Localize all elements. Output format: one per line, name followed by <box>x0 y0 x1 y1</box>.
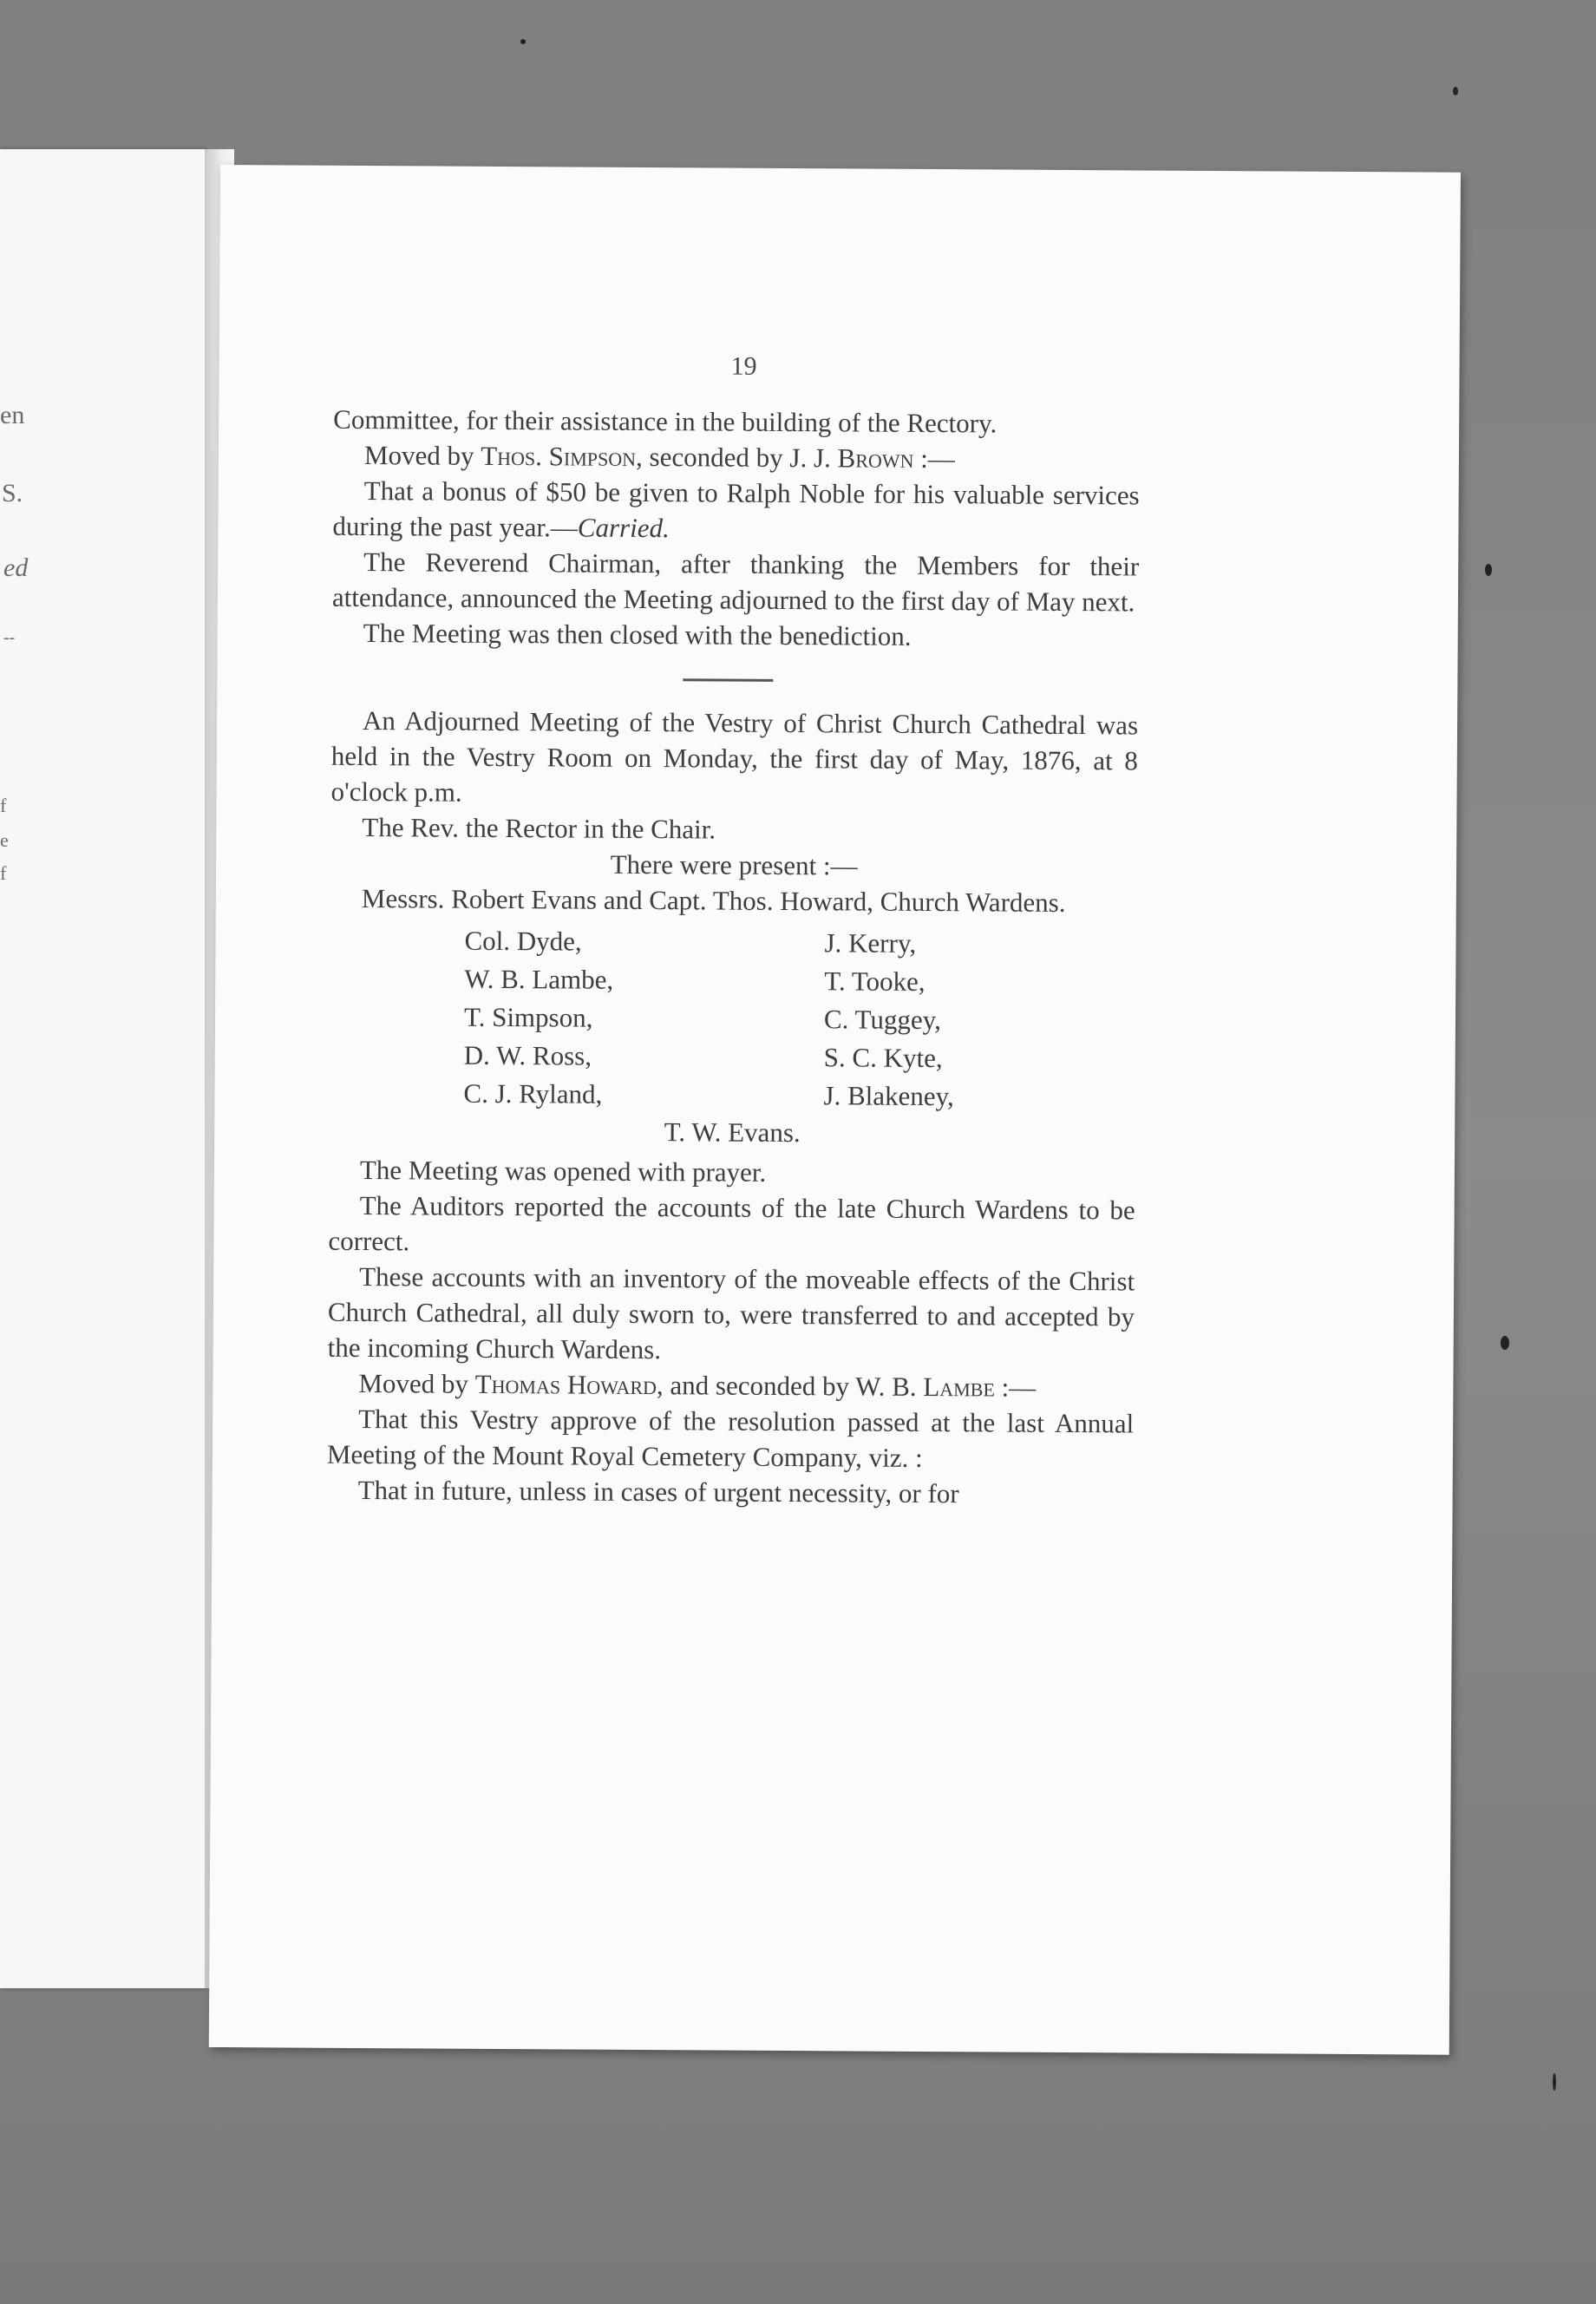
seconder-name: Lambe <box>923 1371 995 1403</box>
text-run: Moved by <box>363 440 481 471</box>
resolution-paragraph <box>332 473 1139 549</box>
attendee-name: J. Blakeney, <box>823 1080 954 1112</box>
left-page-fragment: ed <box>3 553 29 582</box>
text-run: That a bonus of $50 be given to Ralph Noble for his valuable services during the past year.— <box>332 475 1140 543</box>
dust-speck <box>520 39 526 44</box>
paragraph: Committee, for their assistance in the building of the Rectory. <box>333 403 998 439</box>
divider-rule <box>683 678 773 682</box>
paragraph: These accounts with an inventory of the moveable effects of the Christ Church Cathedral, all duly sworn to, were transferred to and accepted by the incoming Church Wardens. <box>327 1261 1135 1365</box>
motion-paragraph <box>327 1365 1134 1406</box>
paragraph: That in future, unless in cases of urgent necessity, or for <box>357 1474 959 1509</box>
left-page-fragment: e <box>0 829 9 851</box>
paragraph: That this Vestry approve of the resolution passed at the last Annual Meeting of the Mount Royal Cemetery Company, viz. : <box>326 1403 1135 1473</box>
paragraph: The Meeting was opened with prayer. <box>359 1155 767 1188</box>
paragraph: The Auditors reported the accounts of the late Church Wardens to be correct. <box>328 1190 1135 1257</box>
text-run: :— <box>913 442 955 475</box>
attendee-name: S. C. Kyte, <box>823 1042 943 1074</box>
attendee-name: D. W. Ross, <box>463 1039 592 1071</box>
text-run: :— <box>994 1371 1037 1403</box>
attendee-name: W. B. Lambe, <box>464 963 614 995</box>
paragraph: Messrs. Robert Evans and Capt. Thos. Howard, Church Wardens. <box>361 883 1066 918</box>
attendee-name: C. J. Ryland, <box>463 1077 603 1109</box>
attendee-name: T. Tooke, <box>824 965 926 997</box>
mover-name: Thos. Simpson <box>481 440 637 472</box>
attendee-name: T. Simpson, <box>463 1001 593 1033</box>
paragraph: The Reverend Chairman, after thanking the Members for their attendance, announced the Meeting adjourned to the first day of May next. <box>331 547 1140 618</box>
left-page-fragment: f <box>0 862 7 884</box>
attendee-name: Col. Dyde, <box>464 925 582 957</box>
mover-name: Thomas Howard <box>474 1368 657 1401</box>
attendee-name: C. Tuggey, <box>823 1004 942 1036</box>
dust-speck <box>1553 2073 1556 2091</box>
carried-label: Carried. <box>577 512 670 544</box>
attendee-name: J. Kerry, <box>824 927 917 959</box>
paragraph: An Adjourned Meeting of the Vestry of Christ Church Cathedral was held in the Vestry Room on Monday, the first day of May, 1876, at 8 o'clock p.m. <box>330 705 1139 808</box>
seconder-name: Brown <box>837 442 914 474</box>
text-run: , and seconded by W. B. <box>656 1370 924 1402</box>
motion-paragraph <box>333 437 1140 478</box>
text-run: Moved by <box>358 1368 475 1399</box>
attendee-column-left <box>463 922 613 1114</box>
book-page <box>209 165 1461 2055</box>
left-page-fragment: S. <box>2 479 23 507</box>
attendee-list <box>329 921 1137 1149</box>
paragraph: The Rev. the Rector in the Chair. <box>362 812 716 845</box>
attendee-column-right <box>823 924 955 1116</box>
attendance-heading: There were present :— <box>610 848 858 881</box>
paragraph: The Meeting was then closed with the benediction. <box>363 618 912 651</box>
attendee-name: T. W. Evans. <box>664 1116 801 1149</box>
dust-speck <box>1485 564 1492 576</box>
section-divider <box>331 651 1138 708</box>
dust-speck <box>1501 1336 1509 1350</box>
page-number: 19 <box>730 351 757 381</box>
left-page-fragment: f <box>0 795 7 816</box>
page-body <box>327 402 1141 1513</box>
dust-speck <box>1453 87 1458 95</box>
left-page-fragment: en <box>0 401 25 429</box>
text-run: , seconded by J. J. <box>636 441 838 474</box>
left-page-fragment: -- <box>3 628 16 647</box>
left-facing-page <box>0 149 205 1988</box>
